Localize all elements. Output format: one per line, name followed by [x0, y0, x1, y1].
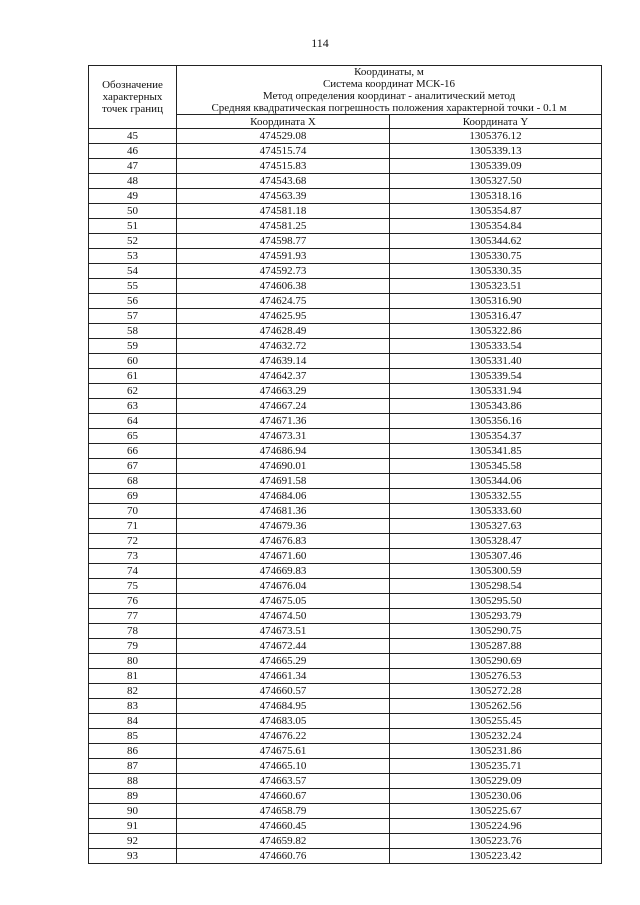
table-row — [89, 234, 602, 249]
table-row — [89, 834, 602, 849]
point-number-cell: 93 — [89, 849, 177, 864]
point-number-cell: 65 — [89, 429, 177, 444]
coordinate-x-cell: 474669.83 — [177, 564, 390, 579]
coordinate-x-cell: 474663.57 — [177, 774, 390, 789]
point-number-cell: 52 — [89, 234, 177, 249]
table-row — [89, 159, 602, 174]
point-number-cell: 73 — [89, 549, 177, 564]
point-number-cell: 61 — [89, 369, 177, 384]
table-row — [89, 384, 602, 399]
coordinate-y-cell: 1305344.06 — [390, 474, 602, 489]
coordinate-y-cell: 1305276.53 — [390, 669, 602, 684]
point-number-cell: 75 — [89, 579, 177, 594]
accuracy-note: Средняя квадратическая погрешность положения характерной точки - 0.1 м — [211, 102, 567, 114]
coordinate-y-cell: 1305356.16 — [390, 414, 602, 429]
coordinate-x-cell: 474625.95 — [177, 309, 390, 324]
table-row — [89, 279, 602, 294]
table-row — [89, 429, 602, 444]
coordinate-x-cell: 474661.34 — [177, 669, 390, 684]
point-number-cell: 51 — [89, 219, 177, 234]
table-row — [89, 579, 602, 594]
point-number-cell: 49 — [89, 189, 177, 204]
coordinate-y-cell: 1305298.54 — [390, 579, 602, 594]
table-row — [89, 699, 602, 714]
point-number-cell: 56 — [89, 294, 177, 309]
table-row — [89, 759, 602, 774]
coordinate-y-cell: 1305328.47 — [390, 534, 602, 549]
coordinate-y-cell: 1305225.67 — [390, 804, 602, 819]
table-row — [89, 624, 602, 639]
point-number-cell: 46 — [89, 144, 177, 159]
point-number-cell: 85 — [89, 729, 177, 744]
coordinate-y-cell: 1305223.42 — [390, 849, 602, 864]
point-number-cell: 86 — [89, 744, 177, 759]
coordinate-x-cell: 474529.08 — [177, 129, 390, 144]
coordinate-x-cell: 474632.72 — [177, 339, 390, 354]
coordinate-x-cell: 474673.31 — [177, 429, 390, 444]
coordinate-y-cell: 1305332.55 — [390, 489, 602, 504]
coordinate-x-cell: 474684.06 — [177, 489, 390, 504]
point-number-cell: 76 — [89, 594, 177, 609]
coordinate-x-cell: 474675.05 — [177, 594, 390, 609]
coordinate-x-cell: 474676.22 — [177, 729, 390, 744]
table-row — [89, 264, 602, 279]
coordinate-x-cell: 474681.36 — [177, 504, 390, 519]
point-number-cell: 63 — [89, 399, 177, 414]
coordinate-x-cell: 474671.36 — [177, 414, 390, 429]
table-row — [89, 219, 602, 234]
coordinate-y-cell: 1305327.63 — [390, 519, 602, 534]
table-row — [89, 669, 602, 684]
coordinate-y-cell: 1305318.16 — [390, 189, 602, 204]
coordinate-y-cell: 1305330.35 — [390, 264, 602, 279]
coordinate-x-cell: 474660.45 — [177, 819, 390, 834]
table-row — [89, 504, 602, 519]
table-row — [89, 339, 602, 354]
table-row — [89, 459, 602, 474]
coordinate-x-cell: 474675.61 — [177, 744, 390, 759]
table-row — [89, 309, 602, 324]
table-row — [89, 189, 602, 204]
coordinates-table — [88, 65, 602, 864]
coordinate-x-cell: 474676.04 — [177, 579, 390, 594]
point-header-line: Обозначение — [102, 79, 163, 91]
point-number-cell: 66 — [89, 444, 177, 459]
coordinate-x-cell: 474667.24 — [177, 399, 390, 414]
table-row — [89, 774, 602, 789]
point-number-cell: 71 — [89, 519, 177, 534]
coordinate-x-cell: 474642.37 — [177, 369, 390, 384]
point-number-cell: 89 — [89, 789, 177, 804]
point-number-cell: 48 — [89, 174, 177, 189]
coordinate-x-cell: 474598.77 — [177, 234, 390, 249]
column-header-y: Координата Y — [390, 115, 602, 129]
coordinate-y-cell: 1305300.59 — [390, 564, 602, 579]
coordinate-y-cell: 1305331.40 — [390, 354, 602, 369]
table-row — [89, 294, 602, 309]
coordinate-y-cell: 1305333.60 — [390, 504, 602, 519]
table-row — [89, 399, 602, 414]
coordinate-y-cell: 1305316.90 — [390, 294, 602, 309]
coordinate-x-cell: 474592.73 — [177, 264, 390, 279]
coordinate-x-cell: 474672.44 — [177, 639, 390, 654]
coordinate-x-cell: 474659.82 — [177, 834, 390, 849]
coordinate-x-cell: 474665.29 — [177, 654, 390, 669]
point-number-cell: 55 — [89, 279, 177, 294]
table-row — [89, 564, 602, 579]
coordinate-y-cell: 1305354.84 — [390, 219, 602, 234]
point-number-cell: 58 — [89, 324, 177, 339]
point-number-cell: 78 — [89, 624, 177, 639]
coordinate-x-cell: 474543.68 — [177, 174, 390, 189]
coordinate-y-cell: 1305339.09 — [390, 159, 602, 174]
point-header-line: характерных — [102, 91, 163, 103]
point-number-cell: 87 — [89, 759, 177, 774]
coordinate-y-cell: 1305345.58 — [390, 459, 602, 474]
table-row — [89, 849, 602, 864]
coordinate-x-cell: 474581.18 — [177, 204, 390, 219]
coordinate-y-cell: 1305344.62 — [390, 234, 602, 249]
coordinate-x-cell: 474676.83 — [177, 534, 390, 549]
coordinate-y-cell: 1305229.09 — [390, 774, 602, 789]
point-number-cell: 69 — [89, 489, 177, 504]
table-row — [89, 249, 602, 264]
coordinate-y-cell: 1305376.12 — [390, 129, 602, 144]
point-number-cell: 77 — [89, 609, 177, 624]
point-number-cell: 62 — [89, 384, 177, 399]
coordinate-x-cell: 474674.50 — [177, 609, 390, 624]
coordinate-x-cell: 474515.74 — [177, 144, 390, 159]
table-row — [89, 414, 602, 429]
table-row — [89, 144, 602, 159]
table-row — [89, 174, 602, 189]
point-number-cell: 50 — [89, 204, 177, 219]
coordinate-y-cell: 1305295.50 — [390, 594, 602, 609]
table-row — [89, 804, 602, 819]
table-row — [89, 729, 602, 744]
table-row — [89, 789, 602, 804]
coordinate-x-cell: 474628.49 — [177, 324, 390, 339]
coordinates-title: Координаты, м — [354, 66, 424, 78]
table-row — [89, 354, 602, 369]
table-row — [89, 549, 602, 564]
page-number: 114 — [311, 36, 329, 50]
point-number-cell: 45 — [89, 129, 177, 144]
coordinate-x-cell: 474639.14 — [177, 354, 390, 369]
coordinate-y-cell: 1305354.87 — [390, 204, 602, 219]
table-row — [89, 489, 602, 504]
point-number-cell: 90 — [89, 804, 177, 819]
point-number-cell: 47 — [89, 159, 177, 174]
table-row — [89, 204, 602, 219]
table-row — [89, 474, 602, 489]
point-number-cell: 57 — [89, 309, 177, 324]
point-number-cell: 84 — [89, 714, 177, 729]
point-header-line: точек границ — [102, 103, 163, 115]
point-number-cell: 83 — [89, 699, 177, 714]
coordinate-x-cell: 474679.36 — [177, 519, 390, 534]
point-number-cell: 68 — [89, 474, 177, 489]
coordinate-x-cell: 474683.05 — [177, 714, 390, 729]
coordinate-y-cell: 1305293.79 — [390, 609, 602, 624]
point-number-cell: 72 — [89, 534, 177, 549]
coordinate-y-cell: 1305343.86 — [390, 399, 602, 414]
table-row — [89, 684, 602, 699]
point-number-cell: 82 — [89, 684, 177, 699]
table-row — [89, 714, 602, 729]
coordinate-y-cell: 1305333.54 — [390, 339, 602, 354]
coordinate-y-cell: 1305316.47 — [390, 309, 602, 324]
table-row — [89, 129, 602, 144]
coordinate-y-cell: 1305235.71 — [390, 759, 602, 774]
coordinate-x-cell: 474606.38 — [177, 279, 390, 294]
coordinate-y-cell: 1305290.75 — [390, 624, 602, 639]
table-row — [89, 594, 602, 609]
coordinate-y-cell: 1305331.94 — [390, 384, 602, 399]
coordinate-x-cell: 474515.83 — [177, 159, 390, 174]
table-row — [89, 819, 602, 834]
table-row — [89, 744, 602, 759]
point-number-cell: 59 — [89, 339, 177, 354]
point-number-cell: 91 — [89, 819, 177, 834]
coordinate-y-cell: 1305323.51 — [390, 279, 602, 294]
point-number-cell: 80 — [89, 654, 177, 669]
coordinate-x-cell: 474673.51 — [177, 624, 390, 639]
column-header-x: Координата X — [177, 115, 390, 129]
coordinate-x-cell: 474658.79 — [177, 804, 390, 819]
coordinate-y-cell: 1305327.50 — [390, 174, 602, 189]
table-row — [89, 609, 602, 624]
coordinate-y-cell: 1305230.06 — [390, 789, 602, 804]
table-row — [89, 369, 602, 384]
table-row — [89, 534, 602, 549]
coordinates-header — [177, 66, 602, 115]
coordinate-x-cell: 474660.57 — [177, 684, 390, 699]
point-number-cell: 81 — [89, 669, 177, 684]
coordinate-y-cell: 1305307.46 — [390, 549, 602, 564]
coordinate-x-cell: 474691.58 — [177, 474, 390, 489]
coordinate-system: Система координат МСК-16 — [322, 78, 456, 90]
coordinate-y-cell: 1305287.88 — [390, 639, 602, 654]
determination-method: Метод определения координат - аналитический метод — [262, 90, 516, 102]
point-number-cell: 53 — [89, 249, 177, 264]
table-row — [89, 519, 602, 534]
coordinate-x-cell: 474660.67 — [177, 789, 390, 804]
coordinate-x-cell: 474686.94 — [177, 444, 390, 459]
coordinate-y-cell: 1305330.75 — [390, 249, 602, 264]
coordinate-x-cell: 474581.25 — [177, 219, 390, 234]
table-row — [89, 639, 602, 654]
coordinate-x-cell: 474690.01 — [177, 459, 390, 474]
table-body — [89, 129, 602, 864]
coordinate-x-cell: 474671.60 — [177, 549, 390, 564]
point-number-cell: 74 — [89, 564, 177, 579]
coordinate-x-cell: 474624.75 — [177, 294, 390, 309]
point-number-cell: 92 — [89, 834, 177, 849]
coordinate-y-cell: 1305232.24 — [390, 729, 602, 744]
table-row — [89, 324, 602, 339]
coordinate-y-cell: 1305339.54 — [390, 369, 602, 384]
coordinate-y-cell: 1305354.37 — [390, 429, 602, 444]
point-number-cell: 88 — [89, 774, 177, 789]
coordinate-y-cell: 1305255.45 — [390, 714, 602, 729]
point-designation-header — [89, 66, 177, 129]
coordinate-y-cell: 1305223.76 — [390, 834, 602, 849]
table-row — [89, 654, 602, 669]
point-number-cell: 79 — [89, 639, 177, 654]
coordinate-x-cell: 474663.29 — [177, 384, 390, 399]
table-row — [89, 444, 602, 459]
coordinate-y-cell: 1305272.28 — [390, 684, 602, 699]
coordinate-y-cell: 1305339.13 — [390, 144, 602, 159]
point-number-cell: 60 — [89, 354, 177, 369]
coordinate-y-cell: 1305290.69 — [390, 654, 602, 669]
coordinate-x-cell: 474563.39 — [177, 189, 390, 204]
coordinate-y-cell: 1305341.85 — [390, 444, 602, 459]
coordinate-x-cell: 474591.93 — [177, 249, 390, 264]
coordinate-x-cell: 474660.76 — [177, 849, 390, 864]
coordinate-y-cell: 1305262.56 — [390, 699, 602, 714]
coordinate-y-cell: 1305231.86 — [390, 744, 602, 759]
point-number-cell: 70 — [89, 504, 177, 519]
coordinate-x-cell: 474665.10 — [177, 759, 390, 774]
coordinate-x-cell: 474684.95 — [177, 699, 390, 714]
coordinate-y-cell: 1305224.96 — [390, 819, 602, 834]
point-number-cell: 67 — [89, 459, 177, 474]
coordinate-y-cell: 1305322.86 — [390, 324, 602, 339]
table-header — [89, 66, 602, 129]
point-number-cell: 54 — [89, 264, 177, 279]
point-number-cell: 64 — [89, 414, 177, 429]
